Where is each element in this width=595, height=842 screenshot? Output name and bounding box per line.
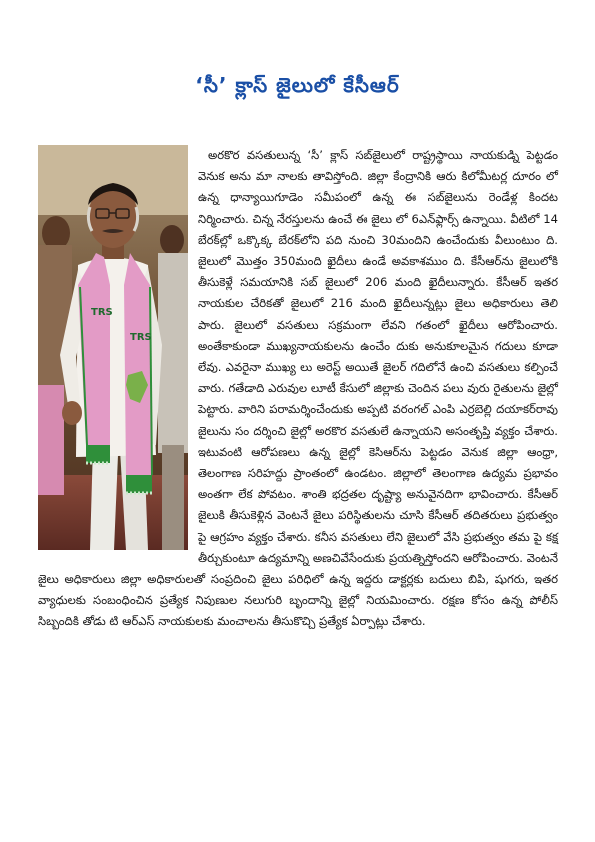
scarf-text-1: TRS xyxy=(91,307,113,318)
article xyxy=(38,145,558,775)
news-photo xyxy=(38,145,188,550)
headline: ‘సీ’ క్లాస్ జైలులో కేసీఆర్ xyxy=(195,73,400,97)
article-body: అరకొర వసతులున్న ‘సీ’ క్లాస్ సబ్‌జైలులో రాష్ట్రస్థాయి నాయకుడ్ని పెట్టడం వెనుక అను మా నాలకు తావిస్తోంది. జిల్లా కేంద్రానికి ఆరు కిలోమీటర్ల దూరం లో ఉన్న ధాన్యాయిగూడెం సమీపంలో ఉన్న ఈ సబ్‌జైలును రెండేళ్ల కిందట నిర్మించారు. చిన్న నేరస్తులను ఉంచే ఈ జైలు లో 6ఎన్‌ఫ్లార్స్ ఉన్నాయి. వీటిలో 14 బేరక్‌ల్లో ఒక్కొక్క బేరక్‌లోని పది నుంచి 30మందిని ఉంచేందుకు వీలుంటుం ది. జైలులో మొత్తం 350మంది ఖైదీలు ఉండే అవకాశముం ది. కేసీఆర్‌ను జైలులోకి తీసుకెళ్లే సమయానికి సబ్ జైలులో 206 మంది ఖైదీలున్నారు. కేసీఆర్ ఇతర నాయకుల చేరికతో జైలులో 216 మంది ఖైదీలున్నట్లు జైలు అధికారులు తెలి పారు. జైలులో వసతులు సక్రమంగా లేవని గతంలో ఖైదీలు ఆరోపించారు. అంతేకాకుండా ముఖ్యనాయకులను ఉంచేం దుకు అనుకూలమైన గదులు కూడా లేవు. ఎవరైనా ముఖ్య లు అరెస్ట్ అయితే జైలర్ గదిలోనే ఉంచి వసతులు కల్పించే వారు. గతేడాది ఎరువుల లూటీ కేసులో జిల్లాకు చెందిన పలు వురు రైతులను జైల్లో పెట్టారు. వారిని పరామర్శించేందుకు అప్పటి వరంగల్ ఎంపి ఎర్రబెల్లి దయాకర్‌రావు జైలును సం దర్శించి జైల్లో అరకొర వసతులే ఉన్నాయని అసంతృప్తి వ్యక్తం చేశారు. ఇటువంటి ఆరోపణలు ఉన్న జైల్లో కెసిఆర్‌ను పెట్టడం వెనుక జిల్లా ఆంధ్రా, తెలంగాణ సరిహద్దు ప్రాంతంలో ఉండటం. జిల్లాలో తెలంగాణ ఉద్యమ ప్రభావం అంతగా లేక పోవటం. శాంతి భద్రతల దృష్ట్యా అనువైనదిగా భావించారు. కేసీఆర్ జైలుకి తీసుకెళ్లిన వెంటనే జైలు పరిస్థితులను చూసి కేసీఆర్ తదితరులు ప్రభుత్వం పై ఆగ్రహం వ్యక్తం చేశారు. కనీస వసతులు లేని జైలులో వేసి ప్రభుత్వం తమ పై కక్ష తీర్చుకుంటూ ఉద్యమాన్ని అణచివేసేందుకు ప్రయత్నిస్తోందని ఆరోపించారు. వెంటనే జైలు అధికారులు జిల్లా అధికారులతో సంప్రదించి జైలు పరిధిలో ఉన్న ఇద్దరు డాక్టర్లకు బదులు బిపి, షుగరు, ఇతర వ్యాధులకు సంబంధించిన ప్రత్యేక నిపుణుల నలుగురి బృందాన్ని జైల్లో నియమించారు. రక్షణ కోసం ఉన్న పోలీస్ సిబ్బందికి తోడు టి ఆర్‌ఎస్ నాయకులకు మంచాలను తీసుకొచ్చి ప్రత్యేక ఏర్పాట్లు చేశారు. xyxy=(38,148,558,629)
news-photo-illustration xyxy=(38,145,188,550)
scarf-text-2: TRS xyxy=(130,332,152,343)
